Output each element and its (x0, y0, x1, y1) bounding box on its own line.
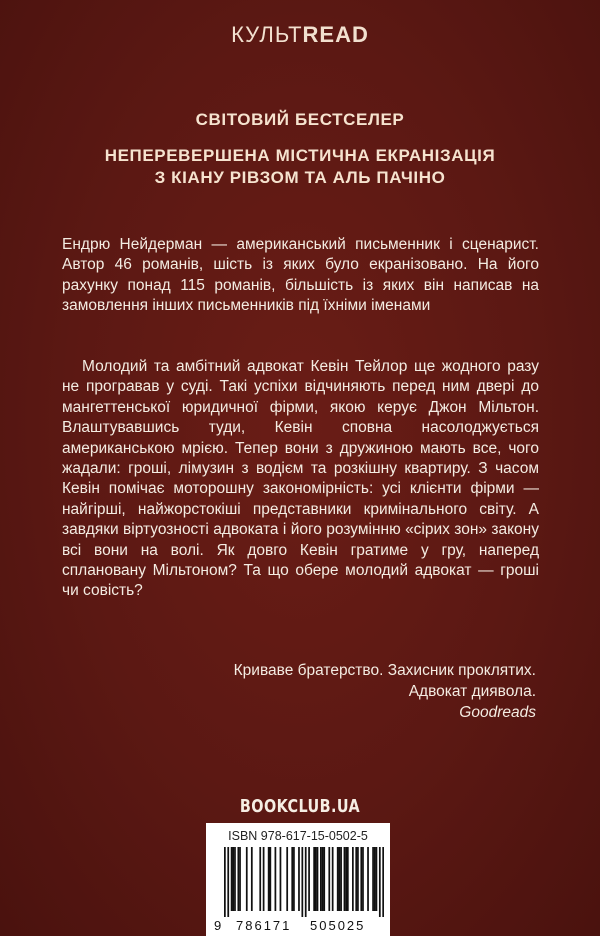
quote-line2: Адвокат диявола. (408, 682, 536, 700)
quote-source: Goodreads (459, 703, 536, 721)
adaptation-headline (0, 145, 600, 189)
adaptation-headline-line2: З КІАНУ РІВЗОМ ТА АЛЬ ПАЧІНО (154, 168, 446, 187)
adaptation-headline-line1: НЕПЕРЕВЕРШЕНА МІСТИЧНА ЕКРАНІЗАЦІЯ (104, 146, 496, 165)
brand-left: КУЛЬТ (231, 22, 303, 47)
brand-right: READ (302, 22, 369, 47)
quote-line1: Криваве братерство. Захисник проклятих. (233, 662, 536, 679)
barcode (224, 847, 384, 917)
author-bio: Ендрю Нейдерман — американський письменник і сценарист. Автор 46 романів, шість із яких було екранізовано. На його рахунку понад 115 романів, більшість із яких він написав на замовлення інших письменників під їхніми іменами (62, 236, 539, 315)
isbn-barcode-box (206, 823, 390, 936)
publisher-logo (0, 22, 600, 48)
review-quote (96, 661, 536, 723)
isbn-label: ISBN 978-617-15-0502-5 (228, 829, 368, 843)
barcode-digit-group-1: 786171 (236, 918, 292, 933)
bestseller-headline: СВІТОВИЙ БЕСТСЕЛЕР (195, 110, 405, 129)
publisher-website: BOOKCLUB.UA (239, 796, 361, 817)
barcode-first-digit: 9 (214, 918, 224, 933)
barcode-digit-group-2: 505025 (310, 918, 366, 933)
plot-summary: Молодий та амбітний адвокат Кевін Тейлор ще жодного разу не програвав у суді. Такі успіхи відчиняють перед ним двері до мангеттенської юридичної фірми, якою керує Джон Мільтон. Влаштувавшись туди, Кевін сповна насолоджується американською мрією. Тепер вони з дружиною мають все, чого жадали: гроші, лімузин з водієм та розкішну квартиру. З часом Кевін помічає моторошну закономірність: усі клієнти фірми — найгірші, найжорстокіші представники кримінального світу. А завдяки віртуозності адвоката і його розумінню «сірих зон» закону всі вони на волі. Як довго Кевін гратиме у гру, наперед сплановану Мільтоном? Та що обере молодий адвокат — гроші чи совість? (62, 358, 539, 600)
